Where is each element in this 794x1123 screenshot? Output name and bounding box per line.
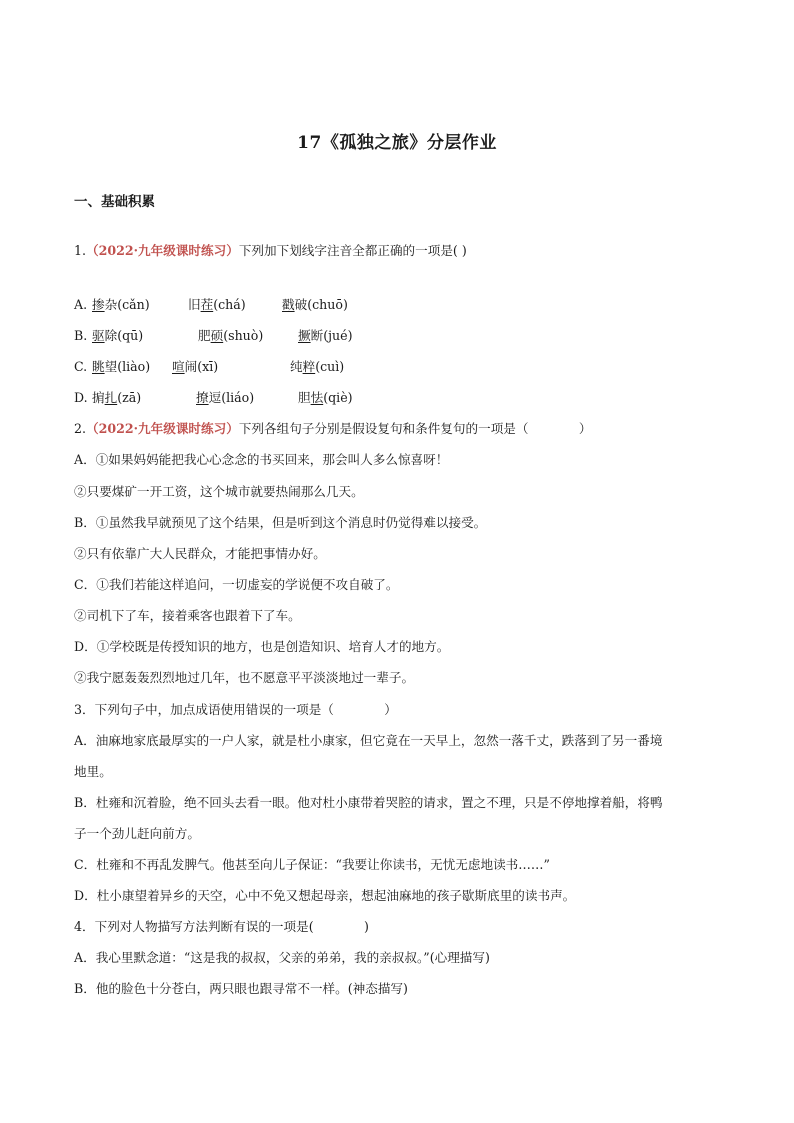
page-title: 17《孤独之旅》分层作业 [297,133,497,153]
option-label: D. [74,390,88,405]
underlined-char: 喧 [172,359,185,374]
option-label: C. [74,359,88,374]
q3-line: B．杜雍和沉着脸，绝不回头去看一眼。他对杜小康带着哭腔的请求，置之不理，只是不停地撑着船，将鸭 [74,795,663,810]
underlined-char: 撩 [196,390,209,405]
underlined-char: 茬 [200,297,214,312]
q2-line: ②只要煤矿一开工资，这个城市就要热闹那么几天。 [74,484,364,499]
q4-line: B．他的脸色十分苍白，两只眼也跟寻常不一样。(神态描写) [74,981,408,996]
plain-char: 胆 [298,390,311,405]
question-text: 下列各组句子分别是假设复句和条件复句的一项是（ ） [238,421,592,436]
q2-line: B．①虽然我早就预见了这个结果，但是听到这个消息时仍觉得难以接受。 [74,515,487,530]
pinyin-text: (zā) [117,390,142,405]
q2-line: D．①学校既是传授知识的地方，也是创造知识、培育人才的地方。 [74,639,450,654]
q1-option-a [74,296,348,314]
underlined-char: 眺 [92,359,105,374]
underlined-char: 掺 [92,297,105,312]
pinyin-text: (qiè) [323,390,353,405]
question-3-stem: 3．下列句子中，加点成语使用错误的一项是（ ） [74,702,397,717]
pinyin-text: 除(qū) [104,328,144,343]
pinyin-text: (chá) [213,297,246,312]
option-label: B. [74,328,88,343]
underlined-char: 扎 [104,390,118,405]
plain-char: 掮 [92,390,105,405]
underlined-char: 戳 [282,297,295,312]
q4-line: A．我心里默念道：“这是我的叔叔，父亲的弟弟，我的亲叔叔。”(心理描写) [74,950,490,965]
question-1-stem [74,242,467,260]
pinyin-text: (cuì) [315,359,345,374]
section-heading: 一、基础积累 [74,194,155,210]
underlined-char: 撅 [298,328,311,343]
q2-line: A．①如果妈妈能把我心心念念的书买回来，那会叫人多么惊喜呀！ [74,452,449,467]
underlined-char: 驱 [92,328,105,343]
q2-line: ②司机下了车，接着乘客也跟着下了车。 [74,608,301,623]
pinyin-text: 破(chuō) [294,297,348,312]
pinyin-text: 杂(cǎn) [104,297,150,312]
q3-line: 地里。 [74,764,112,779]
q1-option-c [74,358,345,376]
underlined-char: 粹 [302,359,316,374]
pinyin-text: 望(liào) [104,359,151,374]
question-source: （2022·九年级课时练习） [86,421,239,436]
q1-option-d [74,389,353,407]
underlined-char: 硕 [210,328,224,343]
question-4-stem: 4．下列对人物描写方法判断有误的一项是( ) [74,919,369,934]
question-number: 2. [74,421,87,436]
question-number: 1. [74,243,87,258]
question-text: 下列加下划线字注音全都正确的一项是( ) [238,243,467,258]
underlined-char: 怯 [310,390,324,405]
pinyin-text: 断(jué) [310,328,353,343]
q2-line: C．①我们若能这样追问，一切虚妄的学说便不攻自破了。 [74,577,399,592]
plain-char: 纯 [290,359,303,374]
pinyin-text: 闹(xī) [184,359,219,374]
plain-char: 肥 [198,328,211,343]
plain-char: 旧 [188,297,201,312]
pinyin-text: 逗(liáo) [208,390,255,405]
pinyin-text: (shuò) [223,328,264,343]
question-source: （2022·九年级课时练习） [86,243,239,258]
q3-line: A．油麻地家底最厚实的一户人家，就是杜小康家，但它竟在一天早上，忽然一落千丈，跌落到了另一番境 [74,733,663,748]
q3-line: D．杜小康望着异乡的天空，心中不免又想起母亲，想起油麻地的孩子歇斯底里的读书声。 [74,888,576,903]
q3-line: 子一个劲儿赶向前方。 [74,826,200,841]
q2-line: ②只有依靠广大人民群众，才能把事情办好。 [74,546,326,561]
q3-line: C．杜雍和不再乱发脾气。他甚至向儿子保证：“我要让你读书，无忧无虑地读书……” [74,857,550,872]
q1-option-b [74,327,353,345]
option-label: A. [74,297,88,312]
q2-line: ②我宁愿轰轰烈烈地过几年，也不愿意平平淡淡地过一辈子。 [74,670,415,685]
question-2-stem [74,420,591,438]
